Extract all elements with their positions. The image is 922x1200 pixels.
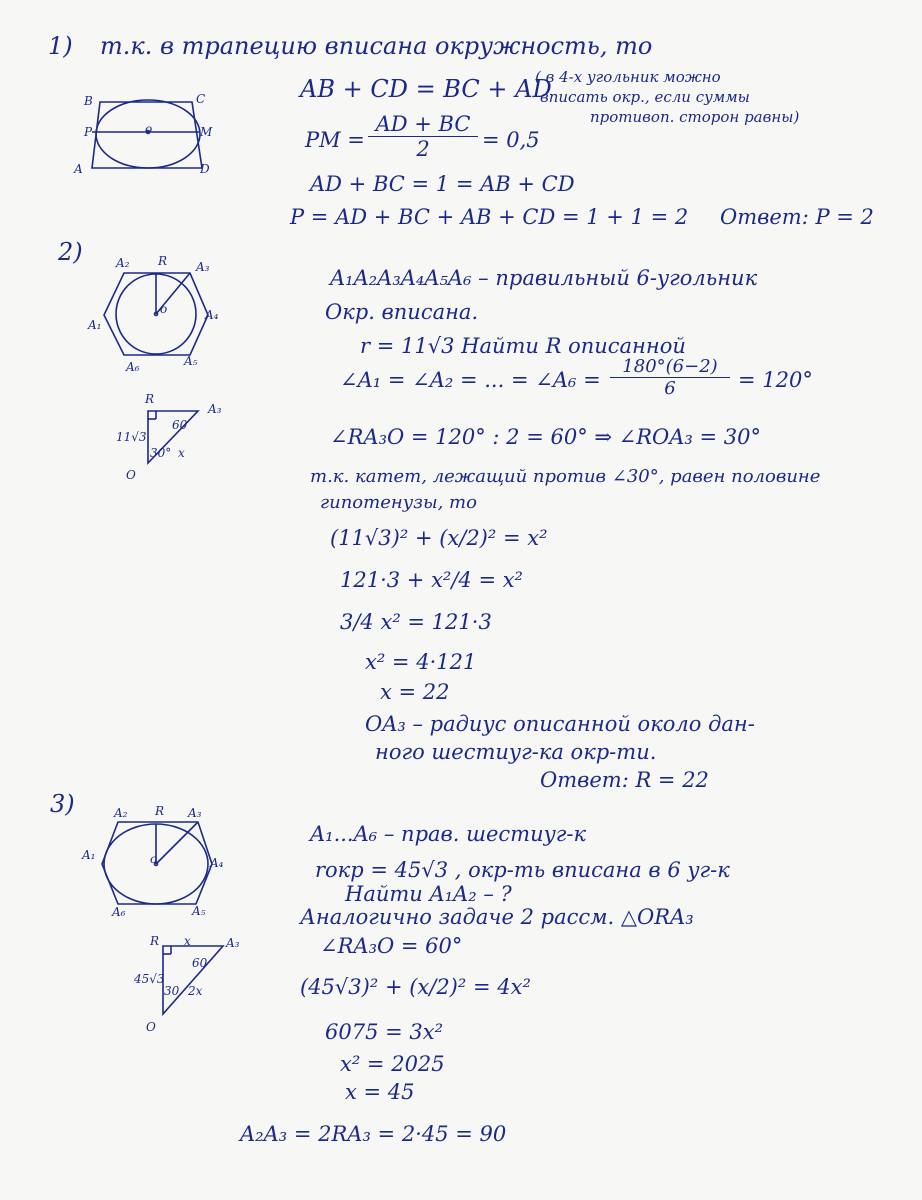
problem-1-number: 1) (48, 32, 73, 60)
p1-pm: PM = (305, 128, 365, 152)
p1-label-c: C (196, 92, 206, 106)
p3-label-a3: A₃ (188, 806, 202, 820)
p1-answer: Ответ: P = 2 (720, 205, 874, 229)
p3-label-a2: A₂ (114, 806, 128, 820)
p2-line-4b: = 120° (738, 368, 813, 392)
p1-line-5: P = AD + BC + AB + CD = 1 + 1 = 2 (290, 205, 689, 229)
hexagon-figure-3 (90, 808, 230, 918)
p3-tri-x: x (184, 934, 191, 948)
p3-tri-angle-60: 60 (192, 956, 208, 970)
p2-tri-label-a3: A₃ (208, 402, 222, 416)
p3-line-4: Аналогично задаче 2 рассм. △ORA₃ (300, 905, 694, 929)
p2-tri-angle-30: 30° (150, 446, 172, 460)
p1-label-o: o (145, 122, 153, 136)
p2-line-4a: ∠A₁ = ∠A₂ = ... = ∠A₆ = (340, 368, 601, 392)
p2-line-9: 121·3 + x²/4 = x² (340, 568, 523, 592)
p3-line-9: x = 45 (345, 1080, 415, 1104)
p2-tri-label-o: O (126, 468, 136, 482)
p1-label-m: M (200, 125, 213, 139)
p2-line-14: ного шестиуг-ка окр-ти. (375, 740, 657, 764)
p3-tri-2x: 2x (188, 984, 203, 998)
p3-line-2: rокр = 45√3 , окр-ть вписана в 6 уг-к (315, 858, 730, 882)
p1-label-b: B (84, 94, 93, 108)
p2-label-a3: A₃ (196, 260, 210, 274)
p2-line-3: r = 11√3 Найти R описанной (360, 334, 686, 358)
p3-line-5: ∠RA₃O = 60° (320, 934, 463, 958)
p2-line-5: ∠RA₃O = 120° : 2 = 60° ⇒ ∠ROA₃ = 30° (330, 425, 762, 449)
p3-label-a6: A₆ (112, 905, 126, 919)
p3-label-a4: A₄ (210, 856, 224, 870)
p2-line-10: 3/4 x² = 121·3 (340, 610, 492, 634)
p3-line-8: x² = 2025 (340, 1052, 445, 1076)
p2-label-r: R (158, 254, 168, 268)
p3-tri-label-o: O (146, 1020, 156, 1034)
p1-note-2: вписать окр., если суммы (540, 88, 750, 106)
p2-line-7: гипотенузы, то (320, 492, 477, 513)
p2-label-a4: A₄ (205, 308, 219, 322)
p2-label-a6: A₆ (126, 360, 140, 374)
p3-line-1: A₁...A₆ – прав. шестиуг-к (310, 822, 587, 846)
p2-label-a5: A₅ (184, 354, 198, 368)
p3-line-7: 6075 = 3x² (325, 1020, 444, 1044)
p3-label-a1: A₁ (82, 848, 96, 862)
p2-answer: Ответ: R = 22 (540, 768, 709, 792)
problem-3-number: 3) (50, 790, 75, 818)
p2-angle-fraction (610, 356, 730, 399)
p1-note-3: противоп. сторон равны) (590, 108, 800, 126)
p1-pm-numerator: AD + BC (368, 112, 478, 137)
p2-tri-angle-60: 60 (172, 418, 188, 432)
p3-tri-side: 45√3 (134, 972, 165, 986)
p2-angle-denominator: 6 (664, 378, 676, 399)
p2-line-1: A₁A₂A₃A₄A₅A₆ – правильный 6-угольник (330, 266, 758, 290)
p2-tri-label-r: R (145, 392, 155, 406)
p1-note-1: ( в 4-х угольник можно (535, 68, 721, 86)
p3-tri-label-r: R (150, 934, 160, 948)
p2-line-2: Окр. вписана. (325, 300, 479, 324)
p1-label-d: D (200, 162, 210, 176)
p3-line-3: Найти A₁A₂ – ? (345, 882, 512, 906)
p2-line-6: т.к. катет, лежащий против ∠30°, равен половине (310, 466, 821, 487)
p1-line-2: AB + CD = BC + AD (300, 75, 552, 103)
p2-tri-x: x (178, 446, 185, 460)
p1-label-a: A (74, 162, 83, 176)
p1-label-p: P (84, 125, 93, 139)
p2-angle-numerator: 180°(6−2) (610, 356, 730, 378)
p3-tri-angle-30: 30 (164, 984, 180, 998)
p2-line-13: OA₃ – радиус описанной около дан- (365, 712, 755, 736)
p1-pm-fraction (368, 112, 478, 161)
p3-label-r: R (155, 804, 165, 818)
p3-label-a5: A₅ (192, 904, 206, 918)
p2-label-a1: A₁ (88, 318, 102, 332)
p2-line-8: (11√3)² + (x/2)² = x² (330, 526, 548, 550)
p2-line-11: x² = 4·121 (365, 650, 477, 674)
p3-tri-label-a3: A₃ (226, 936, 240, 950)
p3-line-10: A₂A₃ = 2RA₃ = 2·45 = 90 (240, 1122, 507, 1146)
triangle-figure-3 (155, 940, 235, 1020)
p2-tri-side: 11√3 (116, 430, 147, 444)
problem-2-number: 2) (58, 238, 83, 266)
p2-line-12: x = 22 (380, 680, 450, 704)
p3-line-6: (45√3)² + (x/2)² = 4x² (300, 975, 531, 999)
p2-label-o: o (160, 302, 168, 316)
p1-pm-value: = 0,5 (482, 128, 540, 152)
p3-label-o: o (150, 852, 158, 866)
p1-line-4: AD + BC = 1 = AB + CD (310, 172, 575, 196)
p1-pm-denominator: 2 (416, 137, 430, 161)
p2-label-a2: A₂ (116, 256, 130, 270)
p1-line-1: т.к. в трапецию вписана окружность, то (100, 32, 653, 60)
